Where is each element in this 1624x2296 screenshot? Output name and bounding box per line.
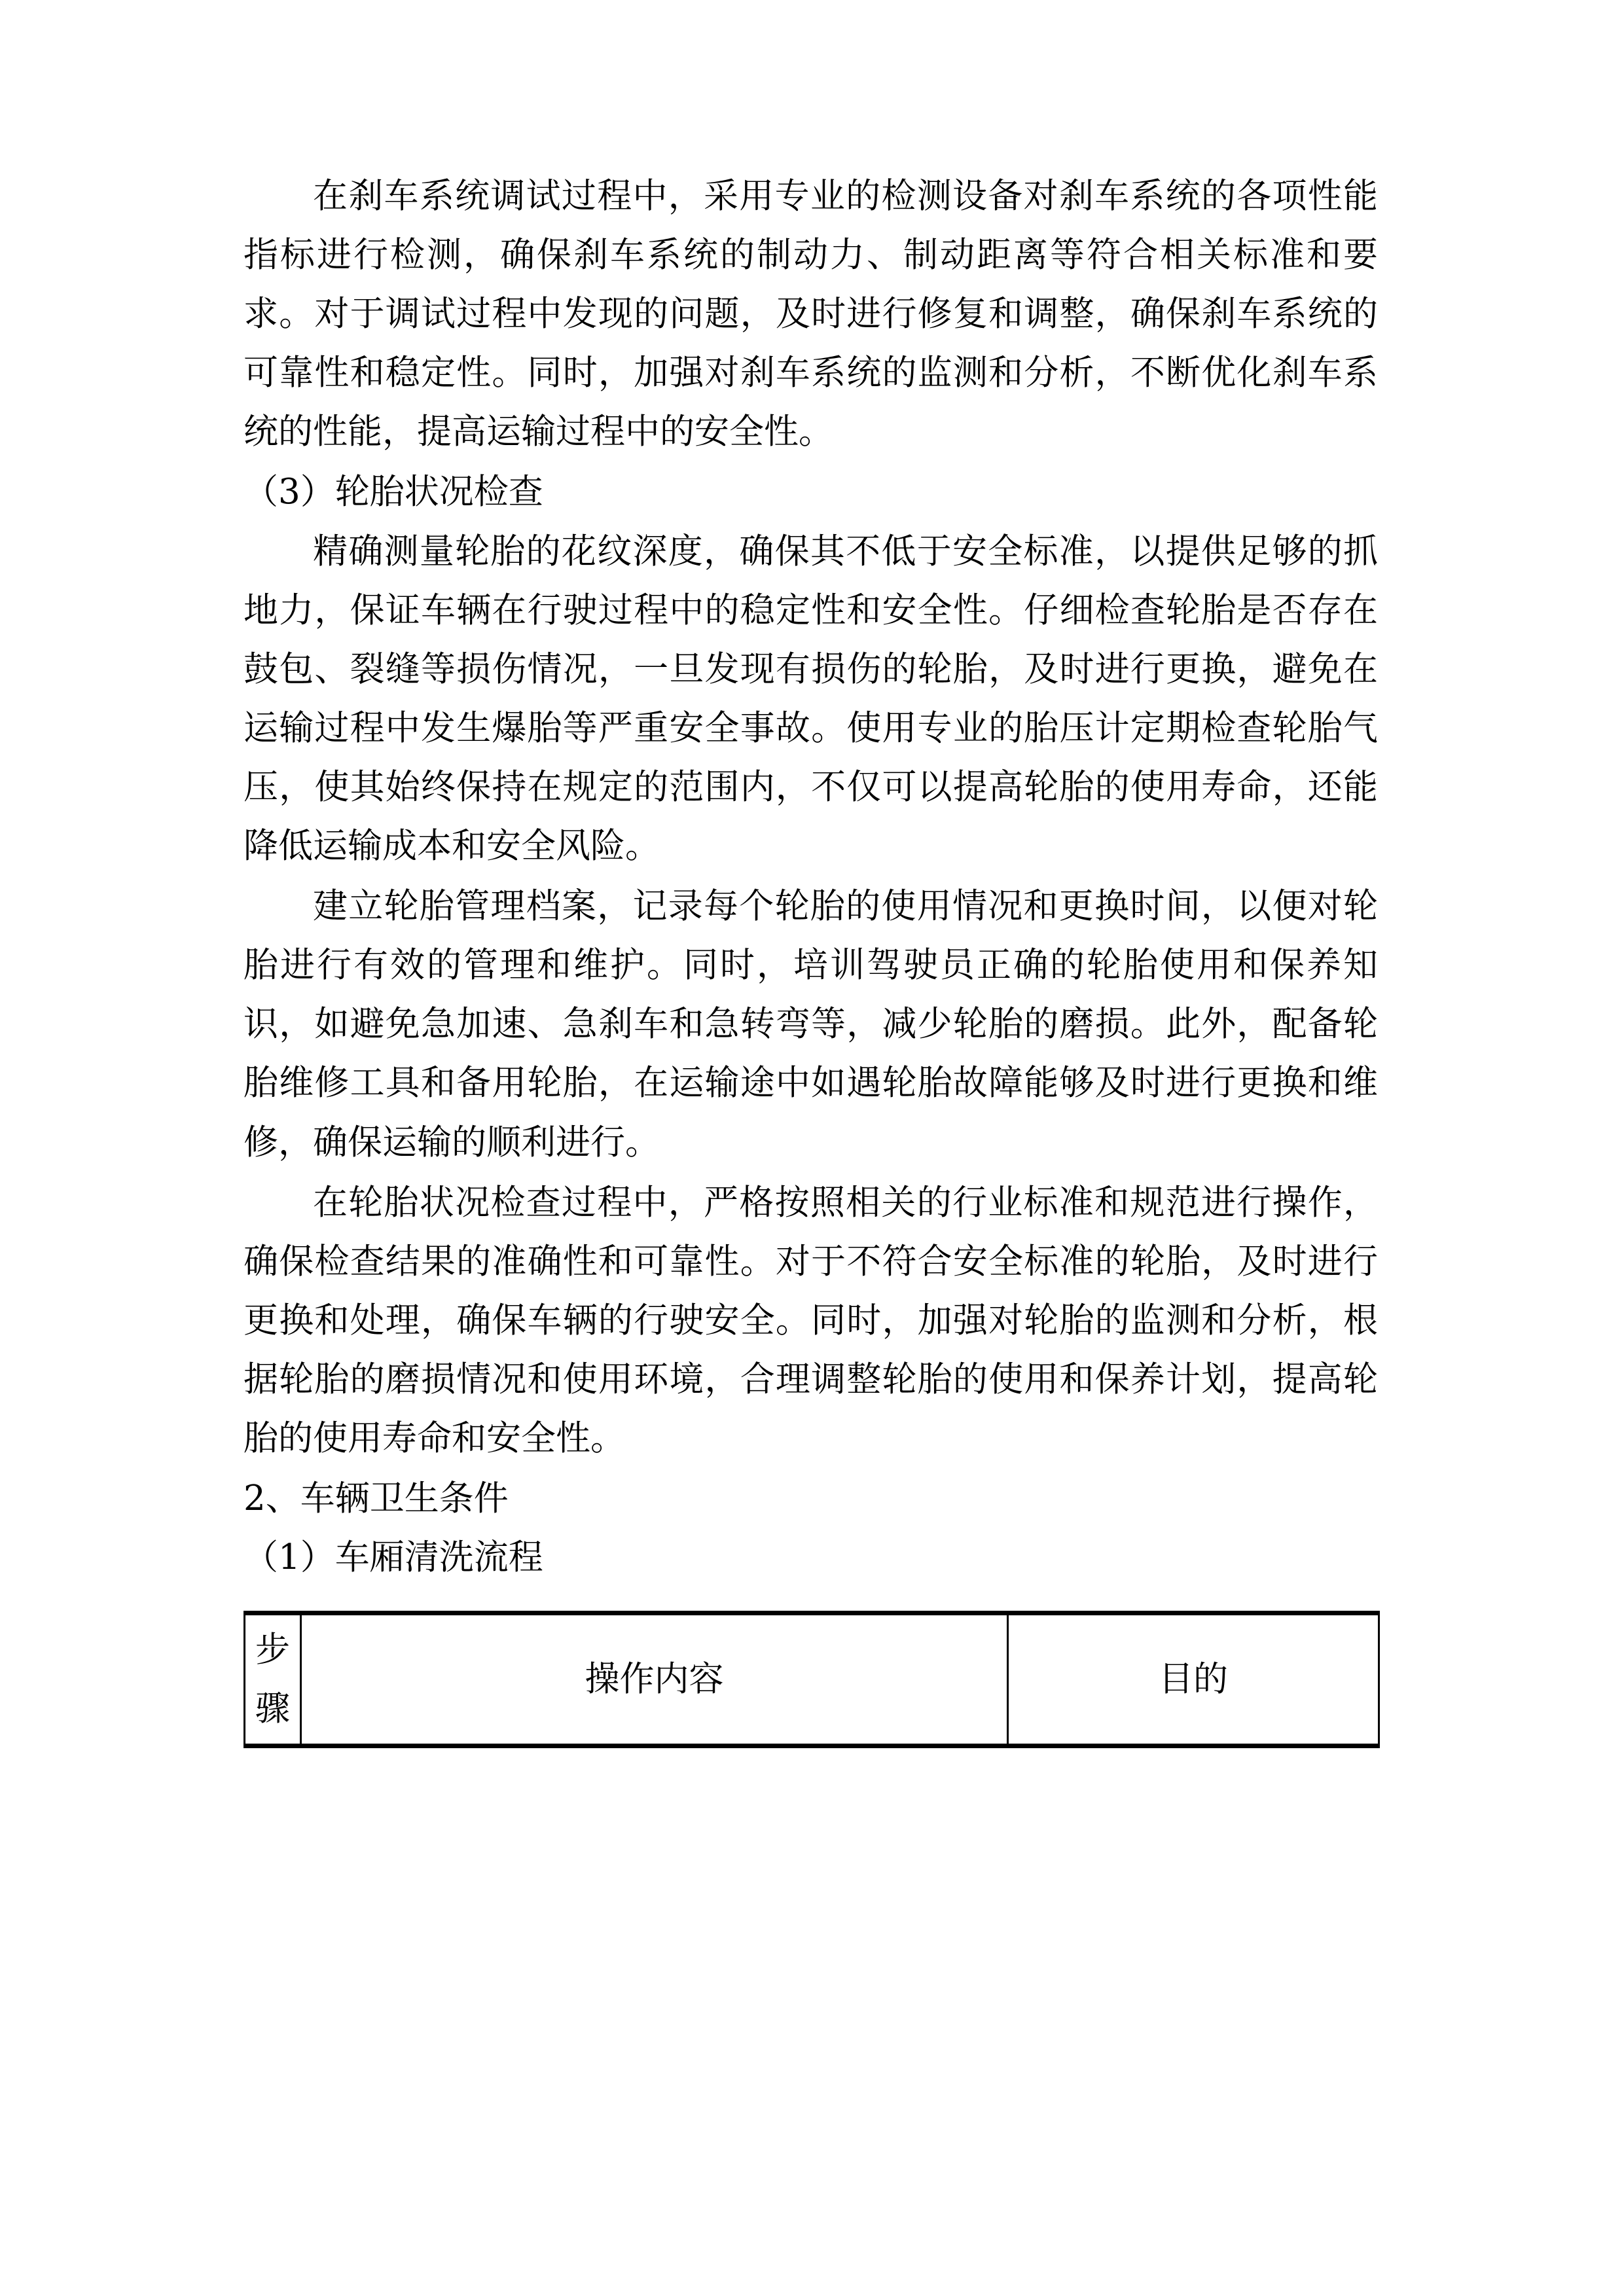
cabin-washing-process-table	[244, 1611, 1380, 1748]
paragraph-tire-management-archive: 建立轮胎管理档案，记录每个轮胎的使用情况和更换时间，以便对轮胎进行有效的管理和维护。同时，培训驾驶员正确的轮胎使用和保养知识，如避免急加速、急刹车和急转弯等，减少轮胎的磨损。此外，配备轮胎维修工具和备用轮胎，在运输途中如遇轮胎故障能够及时进行更换和维修，确保运输的顺利进行。	[244, 886, 1378, 1162]
table-top-spacer	[244, 1587, 1378, 1611]
paragraph-tire-inspection-standards: 在轮胎状况检查过程中，严格按照相关的行业标准和规范进行操作，确保检查结果的准确性和可靠性。对于不符合安全标准的轮胎，及时进行更换和处理，确保车辆的行驶安全。同时，加强对轮胎的监测和分析，根据轮胎的磨损情况和使用环境，合理调整轮胎的使用和保养计划，提高轮胎的使用寿命和安全性。	[244, 1182, 1378, 1458]
table-header-step: 步骤	[245, 1613, 301, 1746]
table-header-purpose: 目的	[1008, 1613, 1379, 1746]
heading-tire-condition-check: （3）轮胎状况检查	[244, 472, 543, 512]
table-header-operation-content: 操作内容	[301, 1613, 1008, 1746]
page-content	[244, 167, 1378, 1748]
table-header-row	[245, 1613, 1379, 1746]
paragraph-brake-system-debugging: 在刹车系统调试过程中，采用专业的检测设备对刹车系统的各项性能指标进行检测，确保刹车系统的制动力、制动距离等符合相关标准和要求。对于调试过程中发现的问题，及时进行修复和调整，确保刹车系统的可靠性和稳定性。同时，加强对刹车系统的监测和分析，不断优化刹车系统的性能，提高运输过程中的安全性。	[244, 176, 1378, 452]
heading-cabin-washing-process: （1）车厢清洗流程	[244, 1537, 543, 1578]
paragraph-tire-tread-depth: 精确测量轮胎的花纹深度，确保其不低于安全标准，以提供足够的抓地力，保证车辆在行驶过程中的稳定性和安全性。仔细检查轮胎是否存在鼓包、裂缝等损伤情况，一旦发现有损伤的轮胎，及时进行更换，避免在运输过程中发生爆胎等严重安全事故。使用专业的胎压计定期检查轮胎气压，使其始终保持在规定的范围内，不仅可以提高轮胎的使用寿命，还能降低运输成本和安全风险。	[244, 531, 1378, 867]
heading-vehicle-hygiene-conditions: 2、车辆卫生条件	[244, 1479, 509, 1519]
